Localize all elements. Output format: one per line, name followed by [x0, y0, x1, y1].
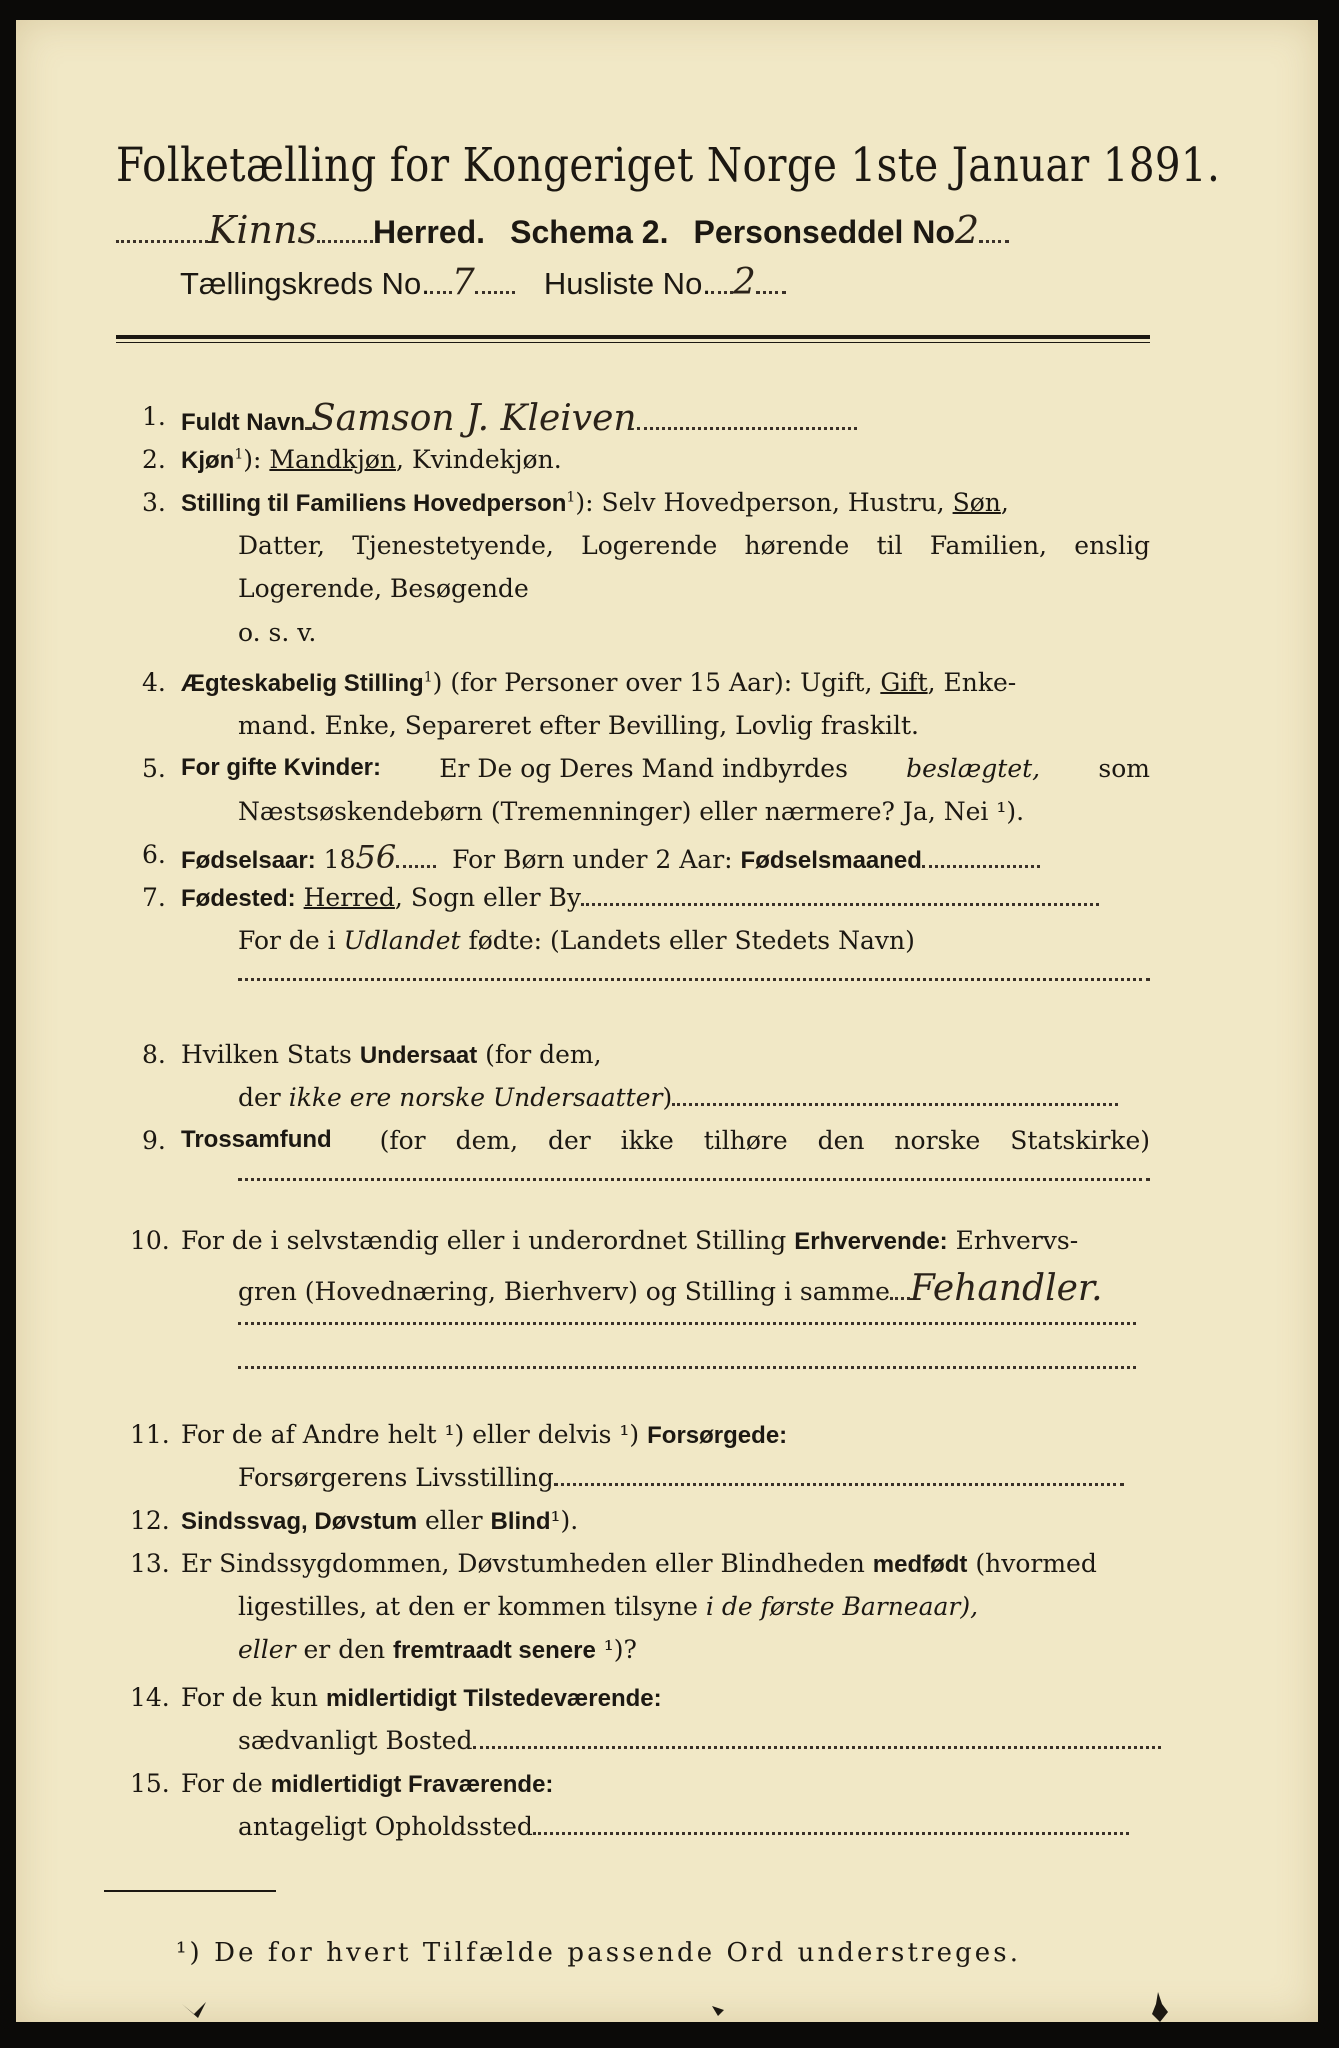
congenital-later-label: fremtraadt senere — [393, 1637, 596, 1664]
supported-text: For de af Andre helt ¹) eller delvis ¹) — [181, 1420, 640, 1449]
header-rule — [116, 335, 1150, 339]
citizenship-text: der — [238, 1083, 281, 1112]
dotted-leader — [473, 1730, 1161, 1749]
dotted-leader — [756, 275, 786, 294]
footnote-rule — [104, 1890, 276, 1892]
punctuation: ) — [662, 1083, 673, 1112]
family-position-line3: Logerende, Besøgende — [238, 574, 529, 603]
header-rule-thin — [116, 342, 1150, 343]
item-number: 6. — [142, 840, 166, 869]
birthplace-label: Fødested: — [181, 885, 296, 912]
item-number: 9. — [142, 1126, 166, 1155]
congenital-text-rest: (hvormed — [975, 1549, 1097, 1578]
congenital-label: medfødt — [872, 1551, 968, 1578]
footnote-mark: 1 — [566, 489, 576, 506]
dotted-leader — [922, 849, 1040, 868]
married-women-text-rest: som — [1098, 754, 1150, 783]
dotted-leader — [475, 275, 515, 294]
item-supported — [181, 1420, 787, 1450]
item-number: 13. — [130, 1549, 170, 1578]
temporarily-absent-text: For de — [181, 1769, 263, 1798]
citizenship-line2 — [238, 1083, 1118, 1112]
citizenship-text: Hvilken Stats — [181, 1040, 352, 1069]
marital-status-line2: mand. Enke, Separeret efter Bevilling, Lovlig fraskilt. — [238, 711, 919, 740]
congenital-italic: i de første Barneaar), — [705, 1592, 979, 1621]
dotted-leader — [430, 275, 452, 294]
item-number: 1. — [142, 402, 166, 431]
dotted-leader — [238, 1350, 1136, 1369]
husliste-label: Husliste No. — [543, 266, 711, 301]
item-number: 4. — [142, 668, 166, 697]
sex-mand-option: Mandkjøn — [269, 445, 397, 474]
disability-text: eller — [425, 1506, 483, 1535]
dotted-leader — [637, 411, 857, 430]
temporarily-absent-label: midlertidigt Fraværende: — [270, 1771, 554, 1798]
religion-line2 — [238, 1162, 1150, 1185]
married-women-line2: Næstsøskendebørn (Tremenninger) eller nærmere? Ja, Nei ¹). — [238, 797, 1025, 826]
item-married-women — [181, 754, 1150, 783]
disability-text-rest: ¹). — [550, 1506, 579, 1535]
taellingskreds-label: Tællingskreds No. — [180, 266, 430, 301]
decorative-mark — [710, 2004, 726, 2018]
family-position-son: Søn — [952, 488, 1001, 517]
taellingskreds-value: 7 — [451, 262, 475, 303]
occupation-line2 — [238, 1268, 1103, 1309]
footnote-mark: 1 — [234, 446, 244, 463]
form-title: Folketælling for Kongeriget Norge 1ste Januar 1891. — [116, 138, 1221, 193]
sex-text-rest: , Kvindekjøn. — [396, 445, 562, 474]
birth-year-label: Fødselsaar: — [181, 847, 316, 874]
supported-line2 — [238, 1463, 1124, 1492]
dotted-leader — [116, 224, 208, 243]
marital-status-text-rest: , Enke- — [927, 668, 1017, 697]
dotted-leader — [533, 1816, 1129, 1835]
supported-label: Forsørgede: — [647, 1422, 788, 1449]
dotted-leader — [672, 1087, 1118, 1106]
religion-label: Trossamfund — [181, 1126, 332, 1153]
congenital-text: er den — [303, 1635, 386, 1664]
full-name-value: Samson J. Kleiven — [311, 398, 637, 439]
herred-line — [116, 208, 1009, 252]
occupation-text: gren (Hovednæring, Bierhverv) og Stilling i samme — [238, 1277, 890, 1306]
item-number: 14. — [130, 1683, 170, 1712]
item-number: 5. — [142, 754, 166, 783]
family-position-line2: Datter, Tjenestetyende, Logerende hørende til Familien, enslig — [238, 531, 1150, 560]
birth-year-prefix: 18 — [323, 845, 356, 874]
dotted-leader — [238, 1162, 1150, 1181]
congenital-text: ligestilles, at den er kommen tilsyne — [238, 1592, 698, 1621]
dotted-leader — [581, 887, 1099, 906]
religion-text: (for dem, der ikke tilhøre den norske Statskirke) — [379, 1126, 1150, 1155]
citizenship-italic: ikke ere norske Undersaatter — [288, 1083, 663, 1112]
birth-month-label: Fødselsmaaned — [740, 847, 922, 874]
item-religion — [181, 1126, 1150, 1155]
family-position-label: Stilling til Familiens Hovedperson — [181, 490, 567, 517]
occupation-label: Erhvervende: — [794, 1228, 948, 1255]
item-family-position — [181, 488, 1009, 518]
item-occupation — [181, 1226, 1078, 1256]
dotted-leader — [396, 849, 436, 868]
temporarily-present-label: midlertidigt Tilstedeværende: — [325, 1685, 662, 1712]
schema-label: Schema 2. — [510, 214, 669, 250]
disability-label: Sindssvag, Døvstum — [181, 1508, 418, 1535]
birthplace-text-rest: fødte: (Landets eller Stedets Navn) — [468, 926, 915, 955]
footnote: ¹) De for hvert Tilfælde passende Ord understreges. — [176, 1938, 1022, 1968]
married-women-text: Er De og Deres Mand indbyrdes — [439, 754, 848, 783]
item-disability — [181, 1506, 578, 1536]
item-full-name — [181, 398, 857, 439]
congenital-text-rest: ¹)? — [603, 1635, 637, 1664]
dotted-leader — [711, 275, 733, 294]
item-temporarily-absent — [181, 1769, 553, 1799]
temporarily-present-line2 — [238, 1726, 1161, 1755]
item-citizenship — [181, 1040, 602, 1070]
item-birth-year — [181, 838, 1040, 876]
congenital-italic: eller — [238, 1635, 296, 1664]
temporarily-absent-text: antageligt Opholdssted — [238, 1812, 533, 1841]
birthplace-line2 — [238, 926, 915, 955]
punctuation: , — [1000, 488, 1009, 517]
item-sex — [181, 445, 562, 475]
family-position-text: ): Selv Hovedperson, Hustru, — [575, 488, 945, 517]
birthplace-text: For de i — [238, 926, 336, 955]
citizenship-label: Undersaat — [359, 1042, 478, 1069]
taellingskreds-line — [180, 262, 786, 303]
birth-month-text: For Børn under 2 Aar: — [452, 845, 733, 874]
sex-text: ): — [243, 445, 270, 474]
marital-status-gift: Gift — [880, 668, 928, 697]
personseddel-label: Personseddel No — [693, 214, 955, 250]
item-birthplace — [181, 883, 1099, 913]
item-temporarily-present — [181, 1683, 662, 1713]
item-marital-status — [181, 668, 1016, 698]
temporarily-absent-line2 — [238, 1812, 1129, 1841]
dotted-leader — [317, 224, 373, 243]
herred-value: Kinns — [208, 208, 317, 252]
temporarily-present-text: For de kun — [181, 1683, 319, 1712]
footnote-mark: 1 — [423, 669, 433, 686]
item-number: 2. — [142, 445, 166, 474]
family-position-line4: o. s. v. — [238, 618, 317, 647]
married-women-label: For gifte Kvinder: — [181, 754, 382, 781]
decorative-mark — [180, 2000, 210, 2022]
personseddel-value: 2 — [954, 208, 980, 252]
congenital-text: Er Sindssygdommen, Døvstumheden eller Blindheden — [181, 1549, 865, 1578]
birthplace-herred: Herred — [303, 883, 395, 912]
congenital-line2 — [238, 1592, 978, 1621]
occupation-value: Fehandler. — [909, 1268, 1103, 1309]
decorative-mark — [1148, 1990, 1170, 2024]
birthplace-line3 — [238, 962, 1150, 985]
item-number: 11. — [130, 1420, 170, 1449]
occupation-line4 — [238, 1350, 1136, 1373]
husliste-value: 2 — [732, 262, 756, 303]
herred-label: Herred. — [373, 214, 486, 250]
item-number: 15. — [130, 1769, 170, 1798]
citizenship-text-rest: (for dem, — [485, 1040, 602, 1069]
dotted-leader — [554, 1467, 1124, 1486]
item-number: 10. — [130, 1226, 170, 1255]
marital-status-label: Ægteskabelig Stilling — [181, 670, 424, 697]
full-name-label: Fuldt Navn — [181, 409, 305, 436]
item-number: 12. — [130, 1506, 170, 1535]
item-number: 3. — [142, 488, 166, 517]
sex-label: Kjøn — [181, 447, 235, 474]
item-number: 7. — [142, 883, 166, 912]
occupation-text-rest: Erhvervs- — [955, 1226, 1079, 1255]
birthplace-abroad: Udlandet — [343, 926, 461, 955]
temporarily-present-text: sædvanligt Bosted — [238, 1726, 473, 1755]
dotted-leader — [238, 1306, 1136, 1325]
item-number: 8. — [142, 1040, 166, 1069]
occupation-text: For de i selvstændig eller i underordnet Stilling — [181, 1226, 787, 1255]
birthplace-text: , Sogn eller By — [394, 883, 582, 912]
dotted-leader — [890, 1281, 910, 1300]
dotted-leader — [979, 224, 1009, 243]
birth-year-value: 56 — [355, 838, 397, 876]
occupation-line3 — [238, 1306, 1136, 1329]
married-women-related: beslægtet, — [906, 754, 1041, 783]
disability-blind: Blind — [490, 1508, 551, 1535]
congenital-line3 — [238, 1635, 637, 1665]
item-congenital — [181, 1549, 1097, 1579]
supported-text: Forsørgerens Livsstilling — [238, 1463, 554, 1492]
marital-status-text: ) (for Personer over 15 Aar): Ugift, — [432, 668, 873, 697]
dotted-leader — [238, 962, 1150, 981]
